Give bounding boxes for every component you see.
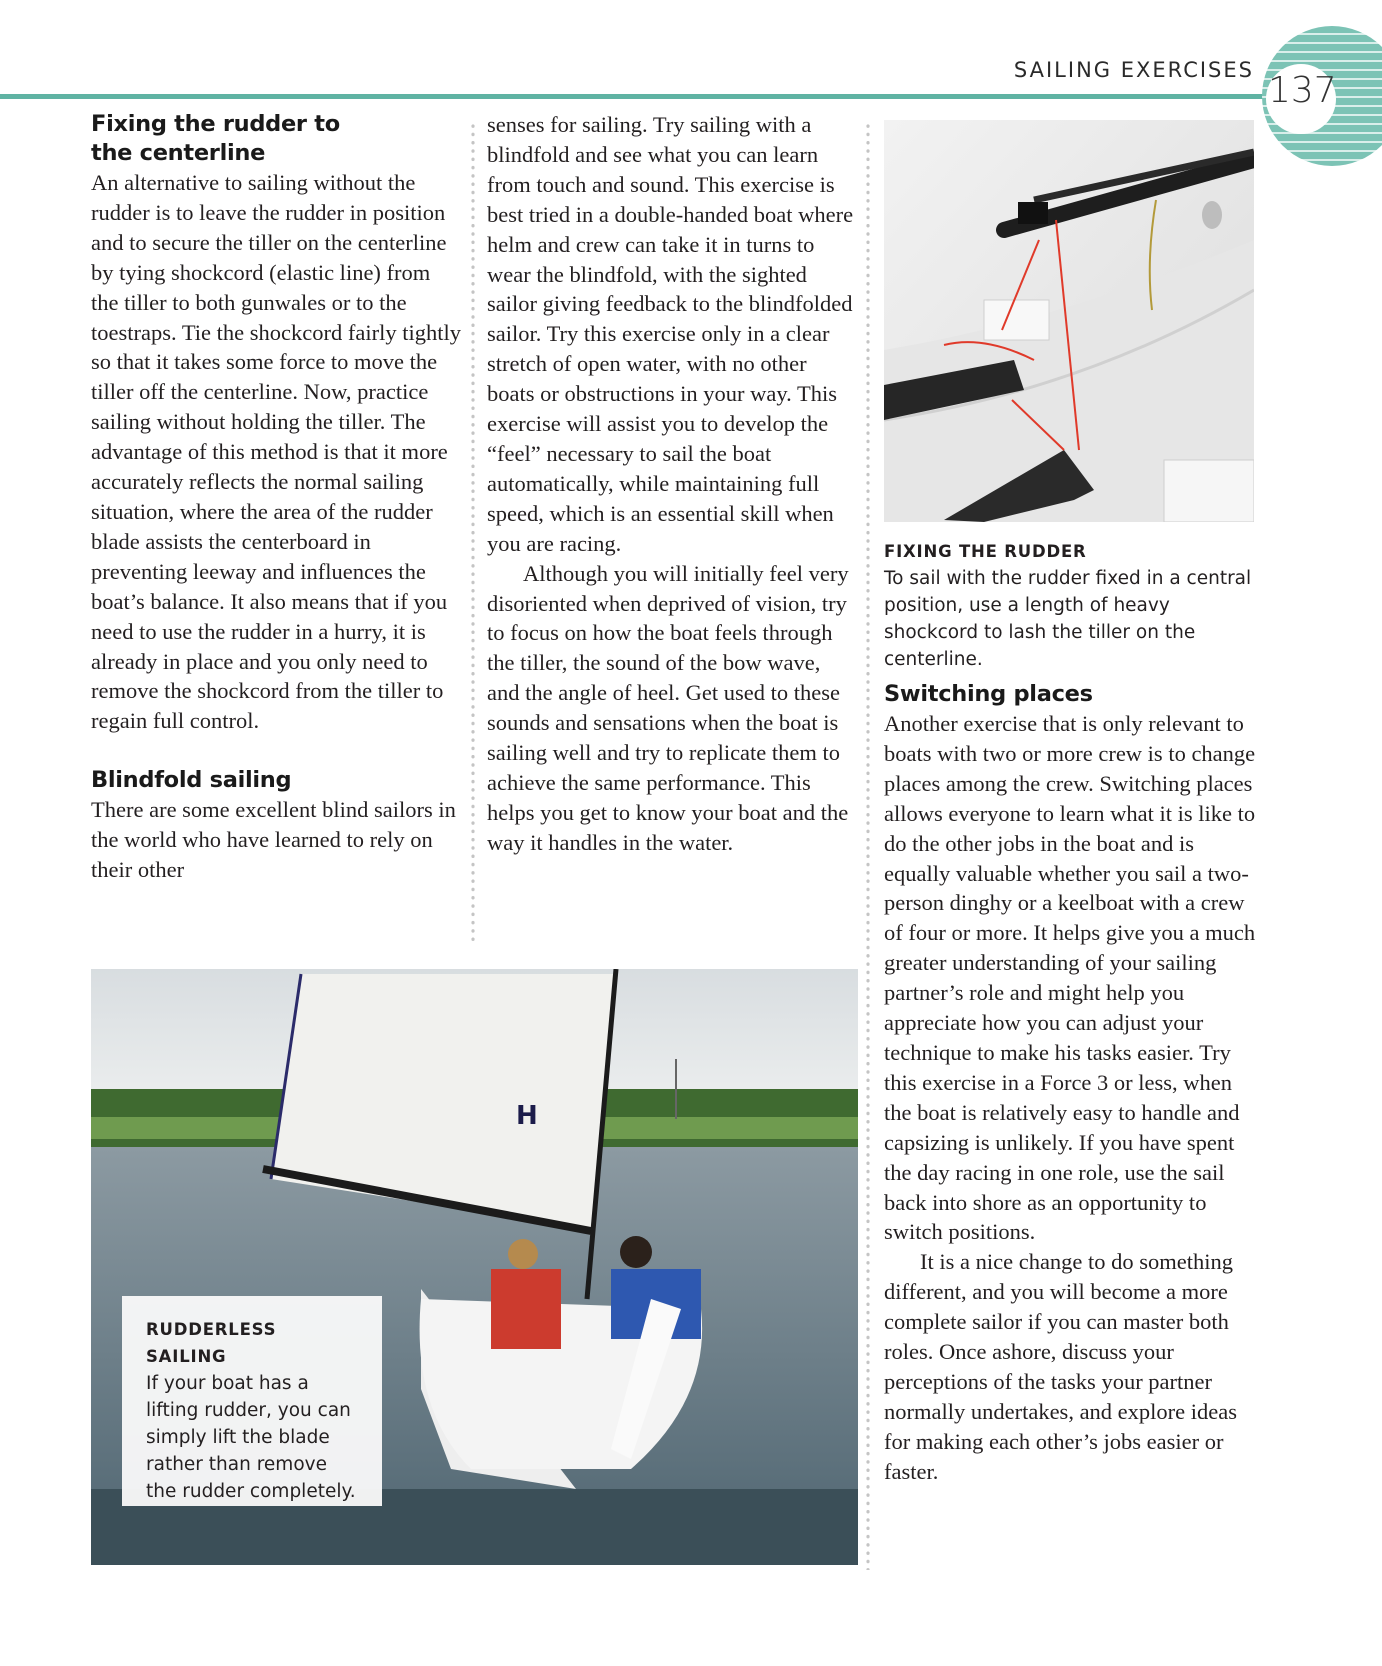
caption-body: To sail with the rudder fixed in a central position, use a length of heavy shockcord to lash the tiller on the centerline. xyxy=(884,568,1252,670)
running-head: SAILING EXERCISES xyxy=(1013,58,1254,82)
body-paragraph: senses for sailing. Try sailing with a blindfold and see what you can learn from touch and sound. This exercise is best tried in a double-handed boat where helm and crew can take it in turns to wear the blindfold, with the sighted sailor giving feedback to the blindfolded sailor. Try this exercise only in a clear stretch of open water, with no other boats or obstructions in your way. This exercise will assist you to develop the “feel” necessary to sail the boat automatically, while maintaining full speed, which is an essential skill when you are racing. xyxy=(487,112,854,556)
column-3 xyxy=(884,680,1264,1487)
tiller-photo-caption xyxy=(884,538,1264,673)
section-heading: Fixing the rudder to the centerline xyxy=(91,111,340,166)
body-paragraph: Although you will initially feel very disoriented when deprived of vision, try to focus on how the boat feels through the tiller, the sound of the bow wave, and the angle of heel. Get used to these sounds and sensations when the boat is sailing well and try to replicate them to achieve the same performance. This helps you get to know your boat and the way it handles in the water. xyxy=(487,560,849,855)
page-number: 137 xyxy=(1268,70,1337,111)
body-paragraph: Another exercise that is only relevant to boats with two or more crew is to change places among the crew. Switching places allows everyone to learn what it is like to do the other jobs in the boat and is equally valuable whether you sail a two-person dinghy or a keelboat with a crew of four or more. It helps give you a much greater understanding of your sailing partner’s role and might help you appreciate how you can adjust your technique to make his tasks easier. Try this exercise in a Force 3 or less, when the boat is relatively easy to handle and capsizing is unlikely. If you have spent the day racing in one role, use the sail back into shore as an opportunity to switch positions. xyxy=(884,711,1256,1245)
body-paragraph: It is a nice change to do something different, and you will become a more complete sailor if you can master both roles. Once ashore, discuss your perceptions of the tasks your partner normally undertakes, and explore ideas for making each other’s jobs easier or faster. xyxy=(884,1249,1238,1484)
caption-title: RUDDERLESS SAILING xyxy=(146,1320,277,1366)
column-2 xyxy=(487,110,857,858)
dinghy-photo-caption xyxy=(122,1296,382,1506)
caption-title: FIXING THE RUDDER xyxy=(884,542,1087,561)
section-heading: Switching places xyxy=(884,681,1093,707)
body-paragraph: An alternative to sailing without the rudder is to leave the rudder in position and to secure the tiller on the centerline by tying shockcord (elastic line) from the tiller to both gunwales or to the toestraps. Tie the shockcord fairly tightly so that it takes some force to move the tiller off the centerline. Now, practice sailing without holding the tiller. The advantage of this method is that it more accurately reflects the normal sailing situation, where the area of the rudder blade assists the centerboard in preventing leeway and influences the boat’s balance. It also means that if you need to use the rudder in a hurry, it is already in place and you only need to remove the shockcord from the tiller to regain full control. xyxy=(91,170,461,734)
body-paragraph: There are some excellent blind sailors in the world who have learned to rely on their other xyxy=(91,797,456,883)
column-divider xyxy=(866,122,870,1570)
column-1 xyxy=(91,110,461,885)
caption-body: If your boat has a lifting rudder, you can simply lift the blade rather than remove the rudder completely. xyxy=(146,1373,356,1502)
column-divider xyxy=(471,122,475,942)
tiller-photo xyxy=(884,120,1254,522)
sail-letter: H xyxy=(516,1101,538,1131)
header-rule xyxy=(0,94,1290,99)
section-heading: Blindfold sailing xyxy=(91,767,292,794)
